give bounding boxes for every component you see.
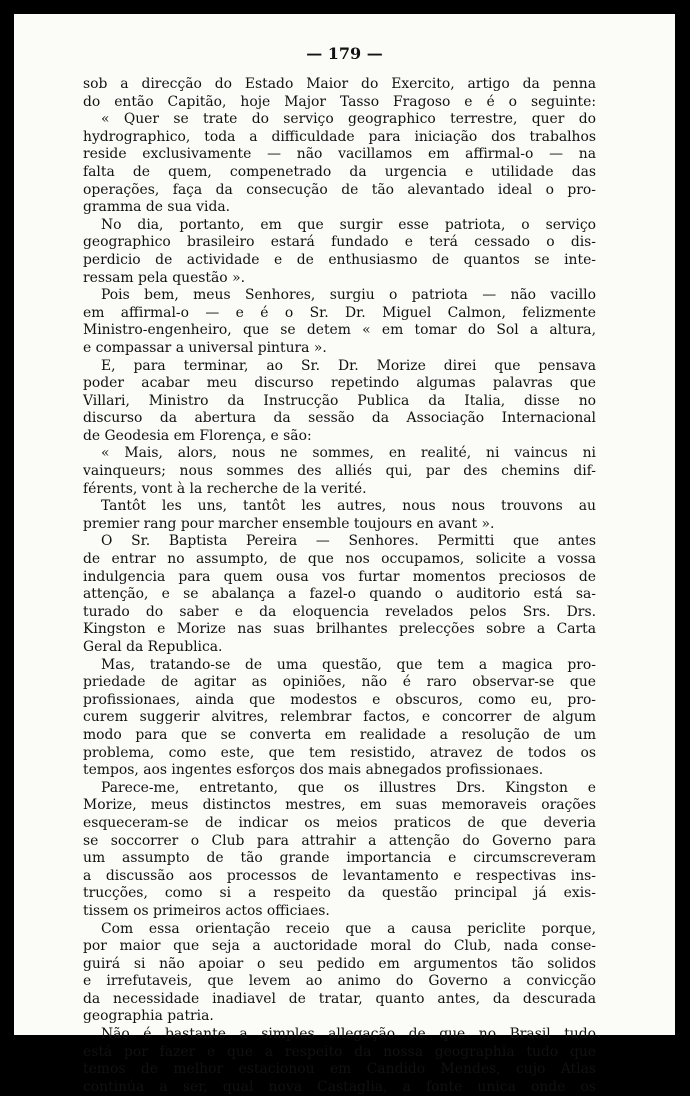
text-line: esqueceram-se de indicar os meios praticos de que deveria <box>83 814 596 831</box>
text-line: em affirmal-o — e é o Sr. Dr. Miguel Calmon, felizmente <box>83 304 596 321</box>
text-line: modo para que se converta em realidade a resolução de um <box>83 726 596 743</box>
text-line: hydrographico, toda a difficuldade para iniciação dos trabalhos <box>83 128 596 145</box>
text-line: geographia patria. <box>83 1008 214 1025</box>
text-line: No dia, portanto, em que surgir esse patriota, o serviço <box>101 216 596 233</box>
text-line: Parece-me, entretanto, que os illustres Drs. Kingston e <box>101 779 596 796</box>
text-line: de entrar no assumpto, de que nos occupamos, solicite a vossa <box>83 551 596 568</box>
text-line: Geral da Republica. <box>83 639 223 655</box>
text-line: de Geodesia em Florença, e são: <box>83 427 312 444</box>
text-line: Não é bastante a simples allegação de que no Brasil tudo <box>101 1026 596 1043</box>
text-line: Pois bem, meus Senhores, surgiu o patriota — não vacillo <box>101 287 596 304</box>
text-line: e compassar a universal pintura ». <box>83 339 327 356</box>
text-line: por maior que seja a auctoridade moral do Club, nada conse- <box>83 938 596 955</box>
text-line: trucções, como si a respeito da questão principal já exis- <box>83 885 596 902</box>
text-line: a discussão aos processos de levantamento e respectivas ins- <box>83 867 596 884</box>
text-line: Ministro-engenheiro, que se detem « em tomar do Sol a altura, <box>83 322 596 339</box>
page-number: — 179 — <box>306 44 383 63</box>
text-line: Morize, meus distinctos mestres, em suas memoraveis orações <box>83 797 596 814</box>
text-line: « Quer se trate do serviço geographico terrestre, quer do <box>101 111 596 128</box>
text-line: ressam pela questão ». <box>83 269 245 286</box>
text-line: reside exclusivamente — não vacillamos em affirmal-o — na <box>83 146 596 163</box>
text-line: continúa a ser, qual nova Castaglia, a fonte unica onde os <box>83 1078 596 1095</box>
text-line: problema, como este, que tem resistido, atravez de todos os <box>83 744 596 761</box>
text-line: turado do saber e da eloquencia revelados pelos Srs. Drs. <box>83 603 596 620</box>
text-line: temos de melhor estacionou em Candido Mendes, cujo Atlas <box>83 1061 596 1078</box>
text-line: guirá si não apoiar o seu pedido em argumentos tão solidos <box>83 955 596 972</box>
text-line: falta de quem, compenetrado da urgencia e utilidade das <box>83 163 596 180</box>
text-line: gramma de sua vida. <box>83 199 231 216</box>
text-line: tissem os primeiros actos officiaes. <box>83 902 330 919</box>
text-line: Kingston e Morize nas suas brilhantes prelecções sobre a Carta <box>83 621 596 638</box>
text-line: Villari, Ministro da Instrucção Publica da Italia, disse no <box>83 392 596 409</box>
text-line: do então Capitão, hoje Major Tasso Fragoso e é o seguinte: <box>83 93 596 110</box>
text-line: sob a direcção do Estado Maior do Exercito, artigo da penna <box>83 76 596 92</box>
book-page <box>14 14 675 1095</box>
text-line: attenção, e se abalança a fazel-o quando o auditorio está sa- <box>83 586 596 603</box>
text-line: perdicio de actividade e de enthusiasmo de quantos se inte- <box>83 251 596 268</box>
text-line: se soccorrer o Club para attrahir a attenção do Governo para <box>83 832 596 849</box>
text-line: O Sr. Baptista Pereira — Senhores. Permitti que antes <box>101 533 596 550</box>
text-line: um assumpto de tão grande importancia e circumscreveram <box>83 850 596 867</box>
text-line: priedade de agitar as opiniões, não é raro observar-se que <box>83 674 596 691</box>
text-line: indulgencia para quem ousa vos furtar momentos preciosos de <box>83 568 596 585</box>
text-line: da necessidade inadiavel de tratar, quanto antes, da descurada <box>83 990 596 1007</box>
text-line: Mas, tratando-se de uma questão, que tem a magica pro- <box>101 656 596 673</box>
text-line: vainqueurs; nous sommes des alliés qui, par des chemins dif- <box>83 463 596 480</box>
text-line: profissionaes, ainda que modestos e obscuros, como eu, pro- <box>83 691 596 708</box>
text-line: geographico brasileiro estará fundado e terá cessado o dis- <box>83 234 596 251</box>
text-line: e irrefutaveis, que levem ao animo do Governo a convicção <box>83 973 596 990</box>
text-line: curem suggerir alvitres, relembrar factos, e concorrer de algum <box>83 709 596 726</box>
text-line: está por fazer e que a respeito da nossa geographia tudo que <box>83 1043 596 1060</box>
text-line: premier rang pour marcher ensemble toujours en avant ». <box>83 515 495 532</box>
body-text <box>83 76 596 1096</box>
text-line: Tantôt les uns, tantôt les autres, nous nous trouvons au <box>101 498 596 515</box>
text-line: discurso da abertura da sessão da Associação Internacional <box>83 410 596 427</box>
text-line: « Mais, alors, nous ne sommes, en realité, ni vaincus ni <box>101 445 596 462</box>
text-line: poder acabar meu discurso repetindo algumas palavras que <box>83 375 596 392</box>
text-line: Com essa orientação receio que a causa periclite porque, <box>101 920 596 937</box>
text-line: E, para terminar, ao Sr. Dr. Morize direi que pensava <box>101 357 596 374</box>
text-line: tempos, aos ingentes esforços dos mais abnegados profissionaes. <box>83 762 544 779</box>
text-line: férents, vont à la recherche de la verité. <box>83 480 367 497</box>
text-line: operações, faça da consecução de tão alevantado ideal o pro- <box>83 181 596 198</box>
